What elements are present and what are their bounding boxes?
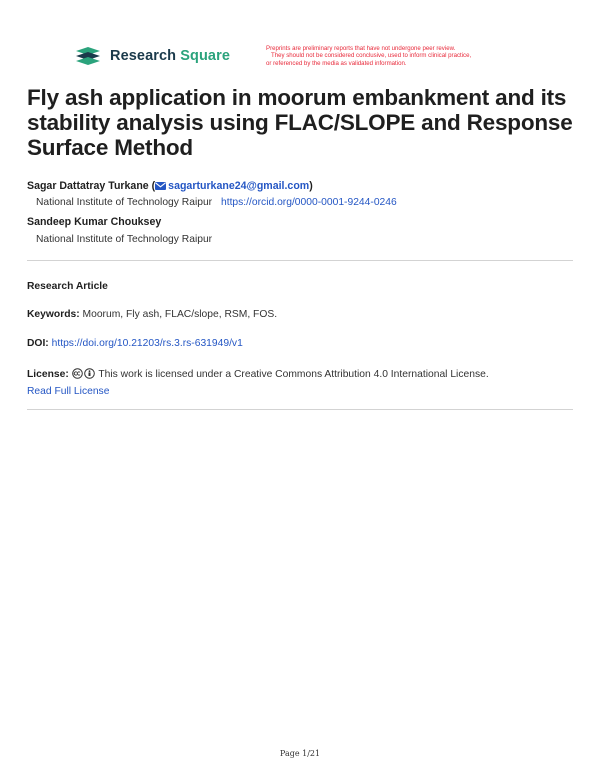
author-1-affiliation-row — [36, 197, 397, 208]
keywords-row — [27, 309, 277, 320]
keywords-value: Moorum, Fly ash, FLAC/slope, RSM, FOS. — [82, 309, 278, 320]
author-2 — [27, 216, 161, 228]
read-full-license-link[interactable]: Read Full License — [27, 386, 110, 397]
research-square-logo[interactable] — [74, 46, 230, 66]
doi-link[interactable]: https://doi.org/10.21203/rs.3.rs-631949/v1 — [51, 338, 243, 349]
envelope-icon — [155, 182, 166, 190]
page-number: Page 1/21 — [279, 749, 321, 758]
paper-title: Fly ash application in moorum embankment and its stability analysis using FLAC/SLOPE and Response Surface Method — [27, 85, 573, 160]
paren-open: ( — [151, 180, 156, 192]
author-2-affiliation: National Institute of Technology Raipur — [36, 234, 213, 245]
disclaimer-line: or referenced by the media as validated information. — [266, 59, 407, 67]
preprint-disclaimer — [266, 45, 546, 67]
logo-wordmark: Research Square — [110, 48, 230, 64]
orcid-link[interactable]: https://orcid.org/0000-0001-9244-0246 — [220, 197, 397, 208]
license-row — [27, 368, 489, 380]
license-label: License: — [27, 369, 69, 380]
author-affiliation: National Institute of Technology Raipur — [36, 197, 213, 208]
divider — [27, 409, 573, 410]
disclaimer-line: Preprints are preliminary reports that have not undergone peer review. — [266, 45, 456, 52]
keywords-label: Keywords: — [27, 309, 80, 320]
author-name: Sandeep Kumar Chouksey — [27, 216, 162, 228]
doi-row — [27, 338, 243, 349]
read-full-license-row — [27, 386, 109, 397]
disclaimer-line: They should not be considered conclusive, used to inform clinical practice, — [271, 52, 472, 60]
attribution-icon[interactable] — [84, 368, 95, 379]
license-text: This work is licensed under a Creative Commons Attribution 4.0 International License. — [98, 369, 489, 380]
creative-commons-icon[interactable] — [72, 368, 83, 379]
doi-label: DOI: — [27, 338, 49, 349]
author-name: Sagar Dattatray Turkane — [27, 180, 149, 192]
article-type: Research Article — [27, 281, 108, 292]
author-email: sagarturkane24@gmail.com — [168, 180, 310, 192]
author-1 — [27, 180, 313, 192]
research-square-logo-icon — [74, 46, 102, 66]
divider — [27, 260, 573, 261]
author-email-link[interactable] — [155, 180, 309, 192]
paren-close: ) — [309, 180, 313, 192]
